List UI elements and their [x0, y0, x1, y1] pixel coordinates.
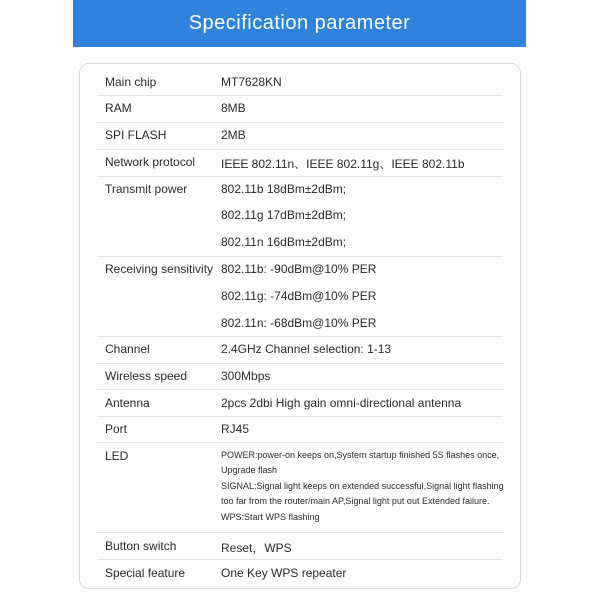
button-switch-label: Button switch	[105, 539, 177, 553]
row-divider	[97, 336, 503, 337]
antenna-value: 2pcs 2dbi High gain omni-directional antenna	[221, 396, 462, 410]
row-divider	[97, 559, 503, 560]
special-feature-label: Special feature	[105, 566, 186, 580]
transmit-power-label: Transmit power	[105, 182, 188, 196]
row-divider	[97, 389, 503, 390]
transmit-power-value-n: 802.11n 16dBm±2dBm;	[221, 235, 347, 249]
wireless-speed-value: 300Mbps	[221, 369, 271, 383]
channel-label: Channel	[105, 342, 150, 356]
main-chip-label: Main chip	[105, 75, 157, 89]
channel-value: 2.4GHz Channel selection: 1-13	[221, 342, 392, 356]
led-power-line-2: Upgrade flash	[221, 465, 278, 475]
spi-flash-value: 2MB	[221, 128, 246, 142]
transmit-power-value-b: 802.11b 18dBm±2dBm;	[221, 182, 347, 196]
row-divider	[97, 122, 503, 123]
port-value: RJ45	[221, 422, 250, 436]
receiving-sensitivity-value-n: 802.11n: -68dBm@10% PER	[221, 316, 377, 330]
transmit-power-value-g: 802.11g 17dBm±2dBm;	[221, 208, 347, 222]
ram-label: RAM	[105, 101, 132, 115]
row-divider	[97, 416, 503, 417]
led-signal-line-2: too far from the router/main AP,Signal light put out Extended failure.	[221, 496, 490, 506]
row-divider	[97, 149, 503, 150]
receiving-sensitivity-value-g: 802.11g: -74dBm@10% PER	[221, 289, 377, 303]
ram-value: 8MB	[221, 101, 246, 115]
antenna-label: Antenna	[105, 396, 150, 410]
main-chip-value: MT7628KN	[221, 75, 282, 89]
port-label: Port	[105, 422, 128, 436]
led-power-line-1: POWER:power-on keeps on,System startup finished 5S flashes once,	[221, 450, 500, 460]
row-divider	[97, 256, 503, 257]
row-divider	[97, 95, 503, 96]
led-label: LED	[105, 449, 129, 463]
row-divider	[97, 176, 503, 177]
spi-flash-label: SPI FLASH	[105, 128, 167, 142]
row-divider	[97, 442, 503, 443]
network-protocol-value: IEEE 802.11n、IEEE 802.11g、IEEE 802.11b	[221, 157, 465, 171]
receiving-sensitivity-label: Receiving sensitivity	[105, 262, 214, 276]
row-divider	[97, 363, 503, 364]
led-signal-line-1: SIGNAL:Signal light keeps on extended successful,Signal light flashing	[221, 481, 504, 491]
receiving-sensitivity-value-b: 802.11b: -90dBm@10% PER	[221, 262, 377, 276]
page-title: Specification parameter	[188, 12, 411, 34]
page-title-banner	[73, 0, 526, 47]
network-protocol-label: Network protocol	[105, 155, 196, 169]
button-switch-value: Reset，WPS	[221, 541, 292, 555]
led-wps-line: WPS:Start WPS flashing	[221, 512, 320, 522]
special-feature-value: One Key WPS repeater	[221, 566, 347, 580]
row-divider	[97, 532, 503, 533]
wireless-speed-label: Wireless speed	[105, 369, 188, 383]
